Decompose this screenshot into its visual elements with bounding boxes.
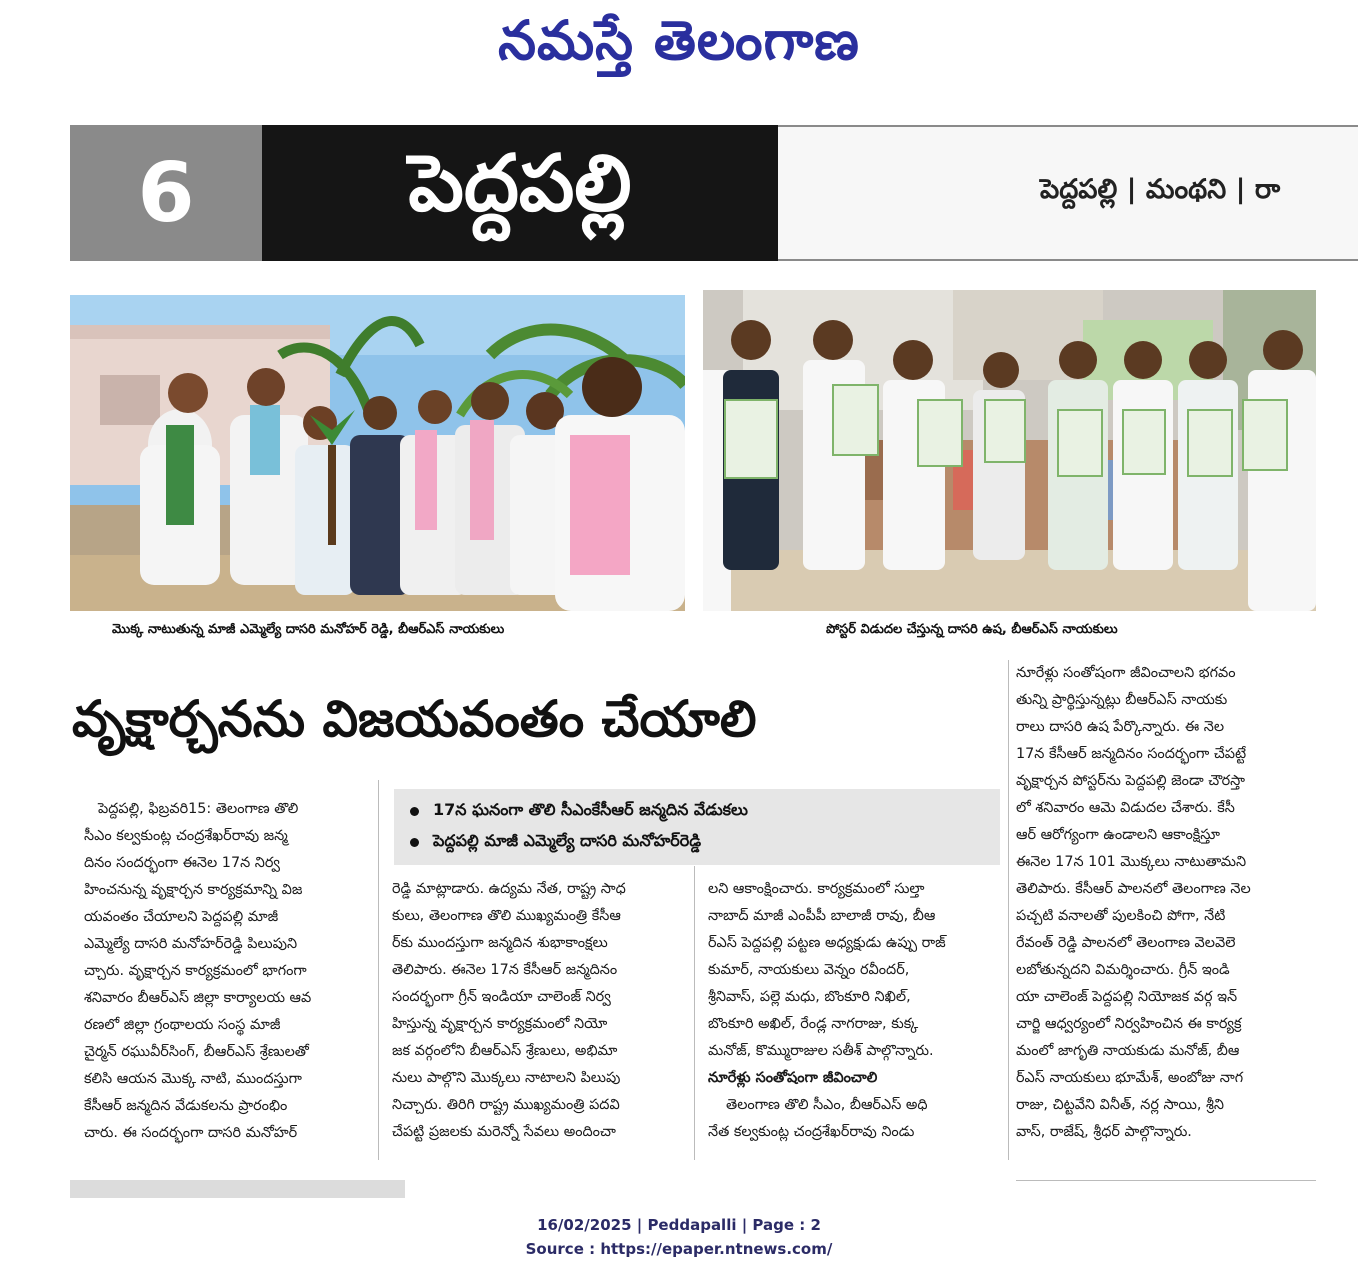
article-subheading: నూరేళ్లు సంతోషంగా జీవించాలి xyxy=(708,1070,878,1086)
text-line: తెలిపారు. కేసీఆర్ పాలనలో తెలంగాణ నెల xyxy=(1016,881,1251,897)
text-line: కుమార్, నాయకులు వెన్నం రవీందర్, xyxy=(708,962,910,978)
text-line: నూరేళ్లు సంతోషంగా జీవించాలని భగవం xyxy=(1016,665,1236,681)
text-line: నాబాద్ మాజీ ఎంపీపీ బాలాజీ రావు, బీఆ xyxy=(708,908,936,924)
highlight-text: పెద్దపల్లి మాజీ ఎమ్మెల్యే దాసరి మనోహర్‌రెడ్డి xyxy=(433,831,702,850)
text-line: నిచ్చారు. తిరిగి రాష్ట్ర ముఖ్యమంత్రి పదవి xyxy=(392,1097,620,1113)
text-line: పచ్చటి వనాలతో పులకించి పోగా, నేటి xyxy=(1016,908,1226,924)
section-subtitle: పెద్దపల్లి | మంథని | రా xyxy=(778,125,1358,261)
newspaper-masthead: నమస్తే తెలంగాణ xyxy=(498,8,860,72)
text-line: యా చాలెంజ్ పెద్దపల్లి నియోజక వర్గ ఇన్ xyxy=(1016,989,1238,1005)
text-line: హిస్తున్న వృక్షార్చన కార్యక్రమంలో నియో xyxy=(392,1016,608,1032)
text-line: తున్ని ప్రార్థిస్తున్నట్లు బీఆర్ఎస్ నాయకు xyxy=(1016,692,1228,708)
text-line: పెద్దపల్లి, ఫిబ్రవరి15: తెలంగాణ తొలి xyxy=(98,801,299,817)
text-line: కేసీఆర్ జన్మదిన వేడుకలను ప్రారంభిం xyxy=(84,1098,288,1114)
text-line: చార్జి ఆధ్వర్యంలో నిర్వహించిన ఈ కార్యక్ర xyxy=(1016,1016,1242,1032)
poster-release-photo xyxy=(703,290,1316,611)
highlight-item xyxy=(410,827,984,858)
tree-planting-photo xyxy=(70,295,685,611)
text-line: లబోతున్నదని విమర్శించారు. గ్రీన్ ఇండి xyxy=(1016,962,1230,978)
page-number: 6 xyxy=(70,125,262,261)
section-title: పెద్దపల్లి xyxy=(262,125,778,261)
text-line: మంలో జాగృతి నాయకుడు మనోజ్, బీఆ xyxy=(1016,1043,1240,1059)
article-headline: వృక్షార్చనను విజయవంతం చేయాలి xyxy=(72,690,757,748)
column-divider xyxy=(378,780,379,1160)
text-line: దినం సందర్భంగా ఈనెల 17న నిర్వ xyxy=(84,855,281,871)
text-line: కులు, తెలంగాణ తొలి ముఖ్యమంత్రి కేసీఆ xyxy=(392,908,621,924)
text-line: ర్ఎస్ నాయకులు భూమేశ్, అంబోజు నాగ xyxy=(1016,1070,1244,1086)
text-line: ఎమ్మెల్యే దాసరి మనోహర్‌రెడ్డి పిలుపుని xyxy=(84,936,298,952)
text-line: ఈనెల 17న 101 మొక్కలు నాటుతామని xyxy=(1016,854,1247,870)
text-line: రాజు, చిట్టవేని వినీత్, నర్ల సాయి, శ్రీని xyxy=(1016,1097,1225,1113)
text-line: తెలిపారు. ఈనెల 17న కేసీఆర్ జన్మదినం xyxy=(392,962,618,978)
article-column-3 xyxy=(708,876,1006,1146)
text-line: సీఎం కల్వకుంట్ల చంద్రశేఖర్‌రావు జన్మ xyxy=(84,828,288,844)
column-end-rule xyxy=(1016,1180,1316,1181)
text-line: రేవంత్ రెడ్డి పాలనలో తెలంగాణ వెలవెలె xyxy=(1016,935,1236,951)
column-divider xyxy=(1008,660,1009,1160)
text-line: చ్చారు. వృక్షార్చన కార్యక్రమంలో భాగంగా xyxy=(84,963,307,979)
text-line: జక వర్గంలోని బీఆర్ఎస్ శ్రేణులు, అభిమా xyxy=(392,1043,618,1059)
text-line: ఆర్ ఆరోగ్యంగా ఉండాలని ఆకాంక్షిస్తూ xyxy=(1016,827,1221,843)
text-line: నేత కల్వకుంట్ల చంద్రశేఖర్‌రావు నిండు xyxy=(708,1124,915,1140)
text-line: రెడ్డి మాట్లాడారు. ఉద్యమ నేత, రాష్ట్ర సాధ xyxy=(392,881,626,897)
highlights-box xyxy=(394,789,1000,865)
text-line: వృక్షార్చన పోస్టర్‌ను పెద్దపల్లి జెండా చౌరస్తా xyxy=(1016,773,1245,789)
bullet-icon xyxy=(410,838,419,847)
highlight-text: 17న ఘనంగా తొలి సీఎంకేసీఆర్ జన్మదిన వేడుకలు xyxy=(433,800,748,819)
text-line: ర్ఎస్ పెద్దపల్లి పట్టణ అధ్యక్షుడు ఉప్పు రాజ్ xyxy=(708,935,946,951)
text-line: మనోజ్, కొమ్మురాజుల సతీశ్ పాల్గొన్నారు. xyxy=(708,1043,934,1059)
text-line: చైర్మన్ రఘువీర్‌సింగ్, బీఆర్ఎస్ శ్రేణులతో xyxy=(84,1044,309,1060)
text-line: చారు. ఈ సందర్భంగా దాసరి మనోహర్ xyxy=(84,1125,298,1141)
highlight-item xyxy=(410,796,984,827)
edition-info: 16/02/2025 | Peddapalli | Page : 2 xyxy=(537,1216,821,1234)
text-line: చేపట్టి ప్రజలకు మరెన్నో సేవలు అందించా xyxy=(392,1124,616,1140)
text-line: సందర్భంగా గ్రీన్ ఇండియా చాలెంజ్ నిర్వ xyxy=(392,989,611,1005)
text-line: నులు పాల్గొని మొక్కలు నాటాలని పిలుపు xyxy=(392,1070,621,1086)
text-line: రణలో జిల్లా గ్రంథాలయ సంస్థ మాజీ xyxy=(84,1017,281,1033)
photo-caption-right: పోస్టర్ విడుదల చేస్తున్న దాసరి ఉష, బీఆర్ఎస్ నాయకులు xyxy=(826,622,1118,637)
text-line: బొంకూరి అఖిల్, రేండ్ల నాగరాజు, కుక్క xyxy=(708,1016,919,1032)
article-column-2 xyxy=(392,876,682,1146)
text-line: రాలు దాసరి ఉష పేర్కొన్నారు. ఈ నెల xyxy=(1016,719,1225,735)
photo-caption-left: మొక్క నాటుతున్న మాజీ ఎమ్మెల్యే దాసరి మనోహర్ రెడ్డి, బీఆర్ఎస్ నాయకులు xyxy=(112,622,505,637)
text-line: వాస్, రాజేష్, శ్రీధర్ పాల్గొన్నారు. xyxy=(1016,1124,1192,1140)
text-line: లని ఆకాంక్షించారు. కార్యక్రమంలో సుల్తా xyxy=(708,881,925,897)
column-divider xyxy=(694,866,695,1160)
article-column-1 xyxy=(84,796,364,1147)
text-line: హించనున్న వృక్షార్చన కార్యక్రమాన్ని విజ xyxy=(84,882,303,898)
article-column-4 xyxy=(1016,660,1314,1146)
text-line: శ్రీనివాస్, పల్లె మధు, బొంకూరి నిఖిల్, xyxy=(708,989,911,1005)
bullet-icon xyxy=(410,807,419,816)
text-line: శనివారం బీఆర్ఎస్ జిల్లా కార్యాలయ ఆవ xyxy=(84,990,312,1006)
text-line: తెలంగాణ తొలి సీఎం, బీఆర్ఎస్ అధి xyxy=(726,1097,928,1113)
text-line: ర్‌కు ముందస్తుగా జన్మదిన శుభాకాంక్షలు xyxy=(392,935,608,951)
text-line: లో శనివారం ఆమె విడుదల చేశారు. కేసీ xyxy=(1016,800,1235,816)
text-line: 17న కేసీఆర్ జన్మదినం సందర్భంగా చేపట్టే xyxy=(1016,746,1247,762)
text-line: కలిసి ఆయన మొక్క నాటి, ముందస్తుగా xyxy=(84,1071,302,1087)
section-header-bar xyxy=(70,125,1358,261)
text-line: యవంతం చేయాలని పెద్దపల్లి మాజీ xyxy=(84,909,279,925)
next-article-strip xyxy=(70,1180,405,1198)
source-link[interactable]: Source : https://epaper.ntnews.com/ xyxy=(525,1240,833,1258)
